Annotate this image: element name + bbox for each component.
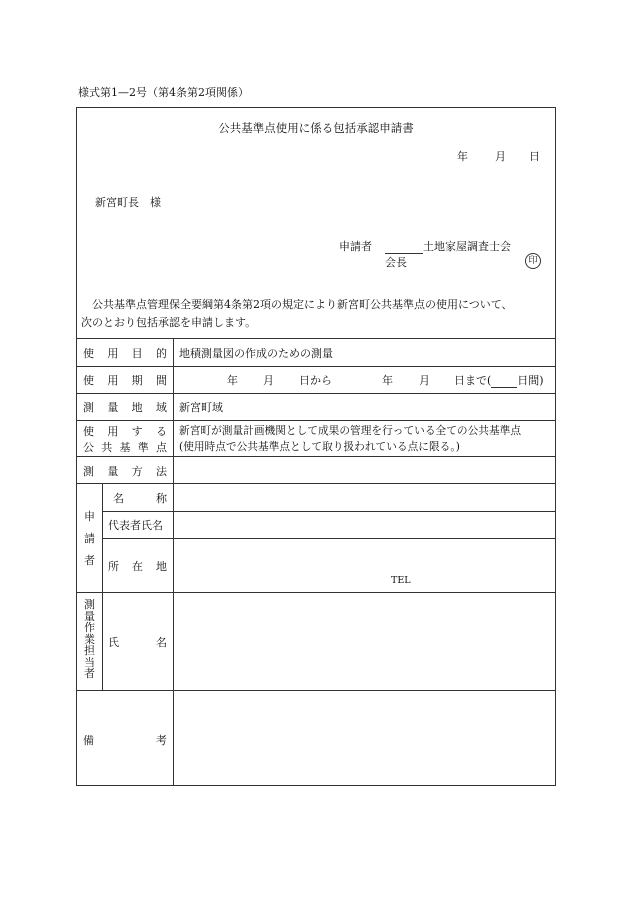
divider [77, 483, 555, 484]
applicant-name-label: 名 称 [113, 492, 167, 505]
divider [77, 592, 555, 593]
addressee: 新宮町長 様 [95, 196, 161, 209]
date-day: 日 [529, 150, 540, 163]
purpose-value: 地積測量図の作成のための測量 [179, 347, 333, 360]
date-year: 年 [457, 150, 468, 163]
points-label-line2: 公 共 基 準 点 [83, 441, 167, 454]
purpose-label: 使 用 目 的 [83, 347, 167, 360]
divider [102, 483, 103, 690]
period-from-day: 日から [299, 374, 332, 387]
date-month: 月 [495, 150, 506, 163]
period-label: 使 用 期 間 [83, 374, 167, 387]
period-to-month: 月 [419, 374, 430, 387]
divider [77, 338, 555, 339]
body-text-line1: 公共基準点管理保全要綱第4条第2項の規定により新宮町公共基準点の使用について、 [81, 298, 513, 311]
surveyor-name-label: 氏 名 [108, 636, 167, 649]
points-label-line1: 使 用 す る [83, 425, 167, 438]
divider [173, 338, 174, 690]
period-to-day: 日まで( 日間) [454, 374, 544, 387]
points-value-line1: 新宮町が測量計画機関として成果の管理を行っている全ての公共基準点 [179, 424, 522, 437]
application-form [76, 107, 556, 786]
divider [173, 690, 174, 786]
applicant-label: 申請者 [339, 240, 372, 253]
period-from-month: 月 [263, 374, 274, 387]
area-value: 新宮町域 [179, 401, 223, 414]
blank-line [385, 241, 423, 254]
divider [77, 690, 555, 691]
seal-mark: 印 [525, 253, 541, 269]
area-label: 測 量 地 域 [83, 401, 167, 414]
divider [77, 366, 555, 367]
divider [77, 420, 555, 421]
applicant-rep-label: 代表者氏名 [108, 519, 163, 532]
divider [77, 456, 555, 457]
remarks-label: 備 考 [83, 734, 167, 747]
applicant-address-label: 所 在 地 [108, 560, 167, 573]
method-label: 測 量 方 法 [83, 465, 167, 478]
form-number: 様式第1—2号（第4条第2項関係） [78, 86, 249, 99]
period-from-year: 年 [227, 374, 238, 387]
period-to-year: 年 [382, 374, 393, 387]
divider [77, 393, 555, 394]
applicant-position: 会長 [385, 256, 407, 269]
applicant-org: 土地家屋調査士会 [385, 238, 511, 254]
divider [102, 511, 555, 512]
form-title: 公共基準点使用に係る包括承認申請書 [218, 121, 414, 135]
applicant-group-label: 申 請 者 [84, 510, 95, 567]
divider [102, 538, 555, 539]
surveyor-group-label: 測 量 作 業 担 当 者 [84, 598, 95, 680]
points-value-line2: (使用時点で公共基準点として取り扱われている点に限る。) [179, 440, 460, 453]
blank-line [491, 375, 517, 388]
body-text-line2: 次のとおり包括承認を申請します。 [81, 316, 257, 329]
applicant-tel-label: TEL [391, 575, 411, 586]
